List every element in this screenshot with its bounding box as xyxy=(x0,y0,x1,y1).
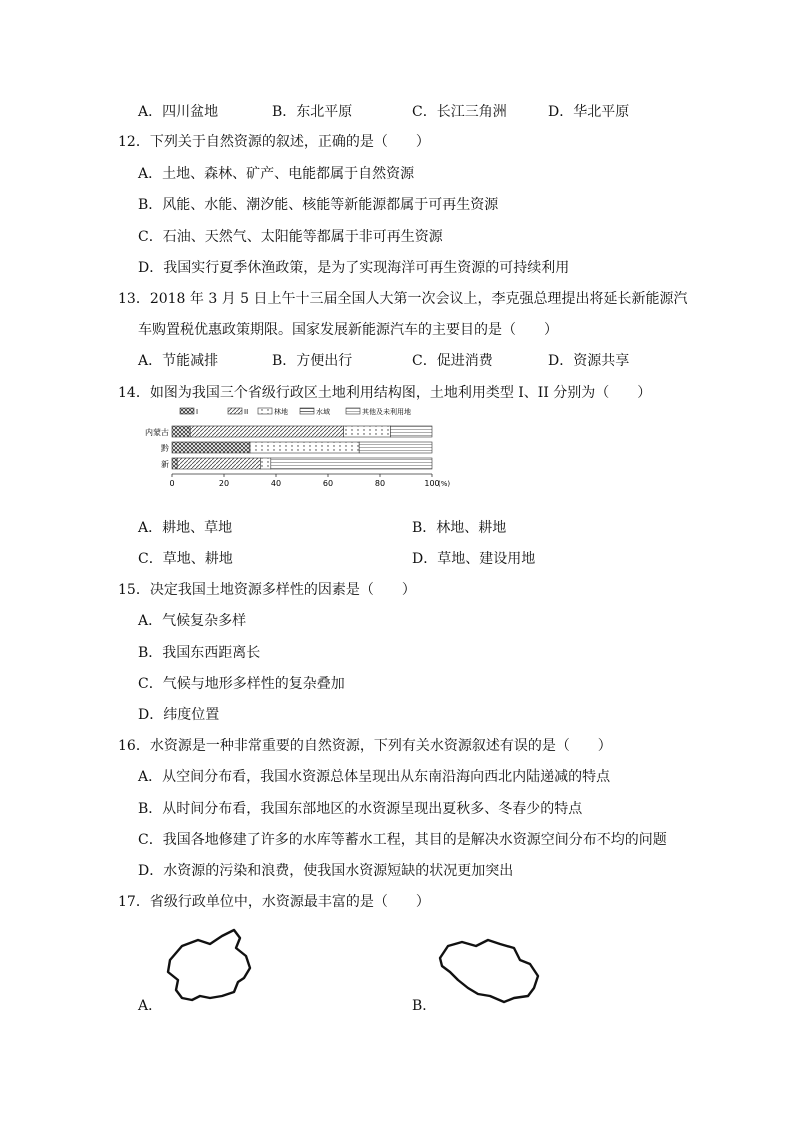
bar-1-4 xyxy=(359,442,432,453)
chart-legend xyxy=(180,407,411,416)
chart-category-labels xyxy=(145,427,169,469)
q14-option-b: B．林地、耕地 xyxy=(412,520,507,536)
chart-bars xyxy=(172,426,432,469)
q15-stem: 15．决定我国土地资源多样性的因素是（ ） xyxy=(118,582,416,598)
legend-swatch-2 xyxy=(258,408,272,414)
bar-1-2 xyxy=(250,442,359,453)
q13-stem-line1: 13．2018 年 3 月 5 日上午十三届全国人大第一次会议上，李克强总理提出将延长新能源汽 xyxy=(118,291,688,307)
legend-swatch-0 xyxy=(180,408,194,414)
xinjiang-outline-map xyxy=(164,926,254,1006)
q13-option-d: D．资源共享 xyxy=(548,353,630,369)
q12-option-c: C．石油、天然气、太阳能等都属于非可再生资源 xyxy=(138,229,443,245)
q17-option-a-label: A． xyxy=(138,998,163,1014)
legend-label-4: 其他及未利用地 xyxy=(362,408,411,416)
q13-option-a: A．节能减排 xyxy=(138,353,219,369)
x-tick-label-2: 40 xyxy=(270,479,282,488)
legend-label-1: II xyxy=(244,408,249,416)
category-label-0: 内蒙古 xyxy=(145,428,169,437)
legend-swatch-1 xyxy=(228,408,242,414)
category-label-2: 新 xyxy=(161,460,169,469)
q14-stem: 14．如图为我国三个省级行政区土地利用结构图，土地利用类型 I、II 分别为（ ） xyxy=(118,385,652,401)
bar-2-1 xyxy=(177,458,260,469)
q16-option-c: C．我国各地修建了许多的水库等蓄水工程，其目的是解决水资源空间分布不均的问题 xyxy=(138,832,667,848)
q16-option-b: B．从时间分布看，我国东部地区的水资源呈现出夏秋多、冬春少的特点 xyxy=(138,801,583,817)
bar-2-0 xyxy=(172,458,177,469)
bar-1-0 xyxy=(172,442,250,453)
q12-option-d: D．我国实行夏季休渔政策，是为了实现海洋可再生资源的可持续利用 xyxy=(138,260,570,276)
bar-0-2 xyxy=(344,426,391,437)
q11-option-c: C．长江三角洲 xyxy=(412,104,507,120)
x-tick-label-4: 80 xyxy=(374,479,386,488)
q14-option-c: C．草地、耕地 xyxy=(138,551,233,567)
q16-option-a: A．从空间分布看，我国水资源总体呈现出从东南沿海向西北内陆递减的特点 xyxy=(138,769,611,785)
q11-option-d: D．华北平原 xyxy=(548,104,630,120)
q15-option-c: C．气候与地形多样性的复杂叠加 xyxy=(138,676,345,692)
q17-option-b-label: B． xyxy=(412,998,437,1014)
q12-option-a: A．土地、森林、矿产、电能都属于自然资源 xyxy=(138,166,415,182)
q12-stem: 12．下列关于自然资源的叙述，正确的是（ ） xyxy=(118,134,430,150)
q15-option-b: B．我国东西距离长 xyxy=(138,645,261,661)
bar-2-4 xyxy=(271,458,432,469)
x-tick-label-0: 0 xyxy=(169,479,175,488)
chart-x-axis xyxy=(169,474,450,488)
q14-option-a: A．耕地、草地 xyxy=(138,520,233,536)
xizang-outline-map xyxy=(434,936,544,1008)
legend-label-2: 林地 xyxy=(274,408,288,416)
land-use-chart xyxy=(140,404,451,504)
q17-stem: 17．省级行政单位中，水资源最丰富的是（ ） xyxy=(118,894,430,910)
legend-swatch-3 xyxy=(300,408,314,414)
q15-option-a: A．气候复杂多样 xyxy=(138,613,247,629)
x-tick-label-3: 60 xyxy=(322,479,334,488)
q16-stem: 16．水资源是一种非常重要的自然资源，下列有关水资源叙述有误的是（ ） xyxy=(118,738,612,754)
legend-label-0: I xyxy=(196,408,199,416)
q15-option-d: D．纬度位置 xyxy=(138,707,220,723)
x-tick-label-5: 100 xyxy=(424,479,440,488)
bar-0-0 xyxy=(172,426,190,437)
q13-option-b: B．方便出行 xyxy=(272,353,353,369)
q14-option-d: D．草地、建设用地 xyxy=(412,551,536,567)
bar-0-1 xyxy=(190,426,343,437)
legend-swatch-4 xyxy=(346,408,360,414)
q11-option-b: B．东北平原 xyxy=(272,104,353,120)
q11-option-a: A．四川盆地 xyxy=(138,104,219,120)
x-tick-label-1: 20 xyxy=(218,479,230,488)
q13-option-c: C．促进消费 xyxy=(412,353,493,369)
legend-label-3: 水域 xyxy=(316,408,330,416)
bar-0-4 xyxy=(390,426,432,437)
q13-stem-line2: 车购置税优惠政策期限。国家发展新能源汽车的主要目的是（ ） xyxy=(138,322,558,338)
x-unit-label: (%) xyxy=(438,480,451,488)
category-label-1: 黔 xyxy=(161,444,169,453)
bar-2-2 xyxy=(260,458,270,469)
q12-option-b: B．风能、水能、潮汐能、核能等新能源都属于可再生资源 xyxy=(138,197,499,213)
q16-option-d: D．水资源的污染和浪费，使我国水资源短缺的状况更加突出 xyxy=(138,863,514,879)
